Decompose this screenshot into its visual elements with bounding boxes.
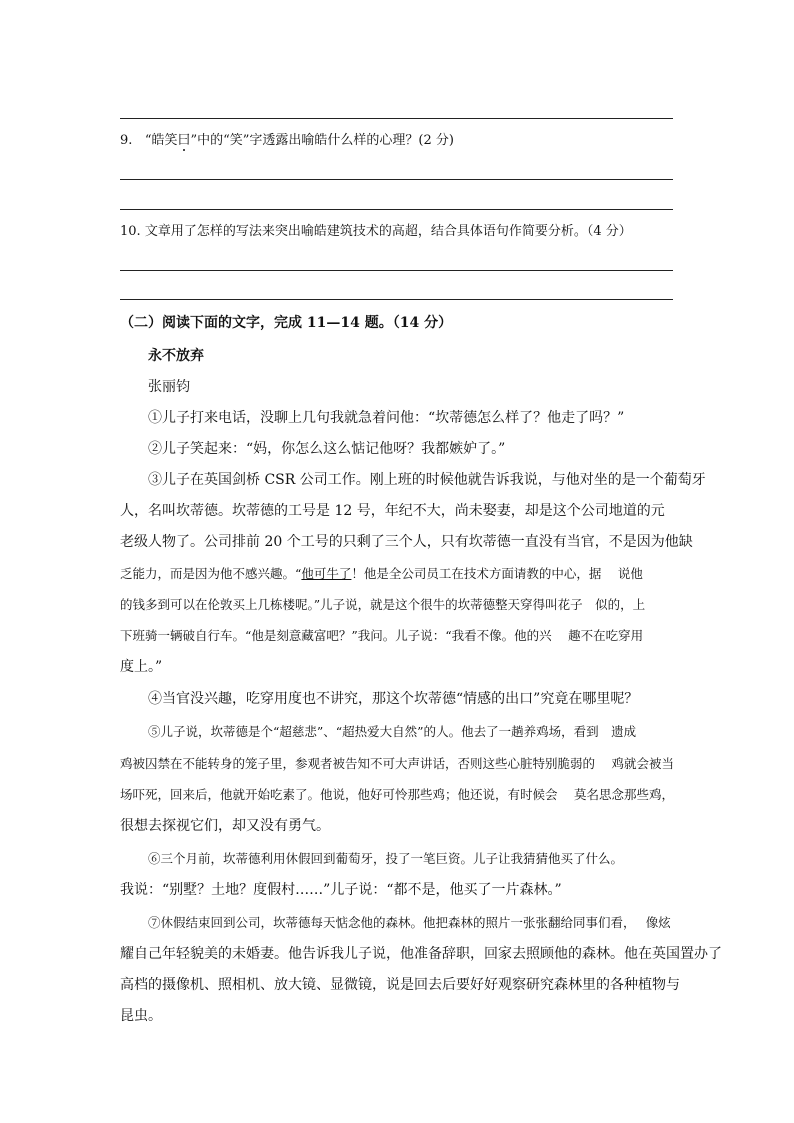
paragraph-1: ①儿子打来电话，没聊上几句我就急着问他：“坎蒂德怎么样了？他走了吗？” bbox=[148, 410, 625, 426]
paragraph-3-line-1: ③儿子在英国剑桥 CSR 公司工作。刚上班的时候他就告诉我说，与他对坐的是一个葡萄牙 bbox=[148, 472, 706, 488]
paragraph-3-line-4-end: ！他是全公司员工在技术方面请教的中心，据 说他 bbox=[351, 566, 643, 581]
section-heading: （二）阅读下面的文字，完成 11—14 题。（14 分） bbox=[120, 315, 453, 331]
paragraph-3-line-4-start: 乏能力，而是因为他不感兴趣。“ bbox=[120, 566, 302, 581]
paragraph-7-line-1: ⑦休假结束回到公司，坎蒂德每天惦念他的森林。他把森林的照片一张张翻给同事们看， 像炫 bbox=[148, 915, 671, 930]
paragraph-6-line-1: ⑥三个月前，坎蒂德利用休假回到葡萄牙，投了一笔巨资。儿子让我猜猜他买了什么。 bbox=[148, 851, 624, 866]
paragraph-3-line-3: 老级人物了。公司排前 20 个工号的只剩了三个人，只有坎蒂德一直没有当官，不是因为他缺 bbox=[120, 534, 693, 550]
paragraph-5-line-4: 很想去探视它们，却又没有勇气。 bbox=[120, 818, 330, 834]
paragraph-7-line-3: 高档的摄像机、照相机、放大镜、显微镜，说是回去后要好好观察研究森林里的各种植物与 bbox=[120, 977, 680, 993]
paragraph-3-line-5: 的钱多到可以在伦敦买上几栋楼呢。”儿子说，就是这个很牛的坎蒂德整天穿得叫花子 似的，上 bbox=[120, 597, 646, 612]
paragraph-3-line-7: 度上。” bbox=[120, 659, 163, 675]
emphasis-dot-char: 曰 bbox=[177, 133, 191, 148]
underlined-phrase: 他可牛了 bbox=[301, 566, 352, 581]
article-author: 张丽钧 bbox=[148, 379, 190, 395]
question-10 bbox=[120, 222, 676, 242]
paragraph-7-line-4: 昆虫。 bbox=[120, 1008, 162, 1024]
paragraph-7-line-2: 耀自己年轻貌美的未婚妻。他告诉我儿子说，他准备辞职，回家去照顾他的森林。他在英国置办了 bbox=[120, 946, 722, 962]
answer-line-top bbox=[120, 118, 673, 119]
question-9-number: 9. bbox=[120, 133, 133, 148]
paragraph-4: ④当官没兴趣，吃穿用度也不讲究，那这个坎蒂德“情感的出口”究竟在哪里呢？ bbox=[148, 691, 639, 707]
answer-line-10a bbox=[120, 270, 673, 271]
question-9-text: ”中的“笑”字透露出喻皓什么样的心理？(2 分) bbox=[190, 133, 454, 148]
question-10-number: 10. bbox=[120, 224, 141, 239]
answer-line-9a bbox=[120, 179, 673, 180]
answer-line-9b bbox=[120, 209, 673, 210]
question-9 bbox=[120, 131, 676, 151]
paragraph-3-line-6: 下班骑一辆破自行车。“他是刻意藏富吧？”我问。儿子说：“我看不像。他的兴 趣不在吃穿用 bbox=[120, 628, 644, 643]
paragraph-5-line-1: ⑤儿子说，坎蒂德是个“超慈悲”、“超热爱大自然”的人。他去了一趟养鸡场，看到 遗成 bbox=[148, 724, 637, 739]
paragraph-2: ②儿子笑起来：“妈，你怎么这么惦记他呀？我都嫉妒了。” bbox=[148, 441, 506, 457]
paragraph-3-line-4 bbox=[120, 564, 676, 584]
paragraph-3-line-2: 人，名叫坎蒂德。坎蒂德的工号是 12 号，年纪不大，尚未娶妻，却是这个公司地道的元 bbox=[120, 503, 665, 519]
question-10-text: 文章用了怎样的写法来突出喻皓建筑技术的高超，结合具体语句作简要分析。（4 分） bbox=[144, 224, 632, 239]
paragraph-5-line-3: 场吓死，回来后，他就开始吃素了。他说，他好可怜那些鸡；他还说，有时候会 莫名思念那些鸡， bbox=[120, 787, 674, 802]
article-title: 永不放弃 bbox=[148, 348, 204, 364]
question-9-quote-open: “皓笑 bbox=[144, 133, 178, 148]
paragraph-6-line-2: 我说：“别墅？土地？度假村……”儿子说：“都不是，他买了一片森林。” bbox=[120, 882, 562, 898]
answer-line-10b bbox=[120, 299, 673, 300]
paragraph-5-line-2: 鸡被囚禁在不能转身的笼子里，参观者被告知不可大声讲话，否则这些心脏特别脆弱的 鸡就会被当 bbox=[120, 756, 674, 771]
